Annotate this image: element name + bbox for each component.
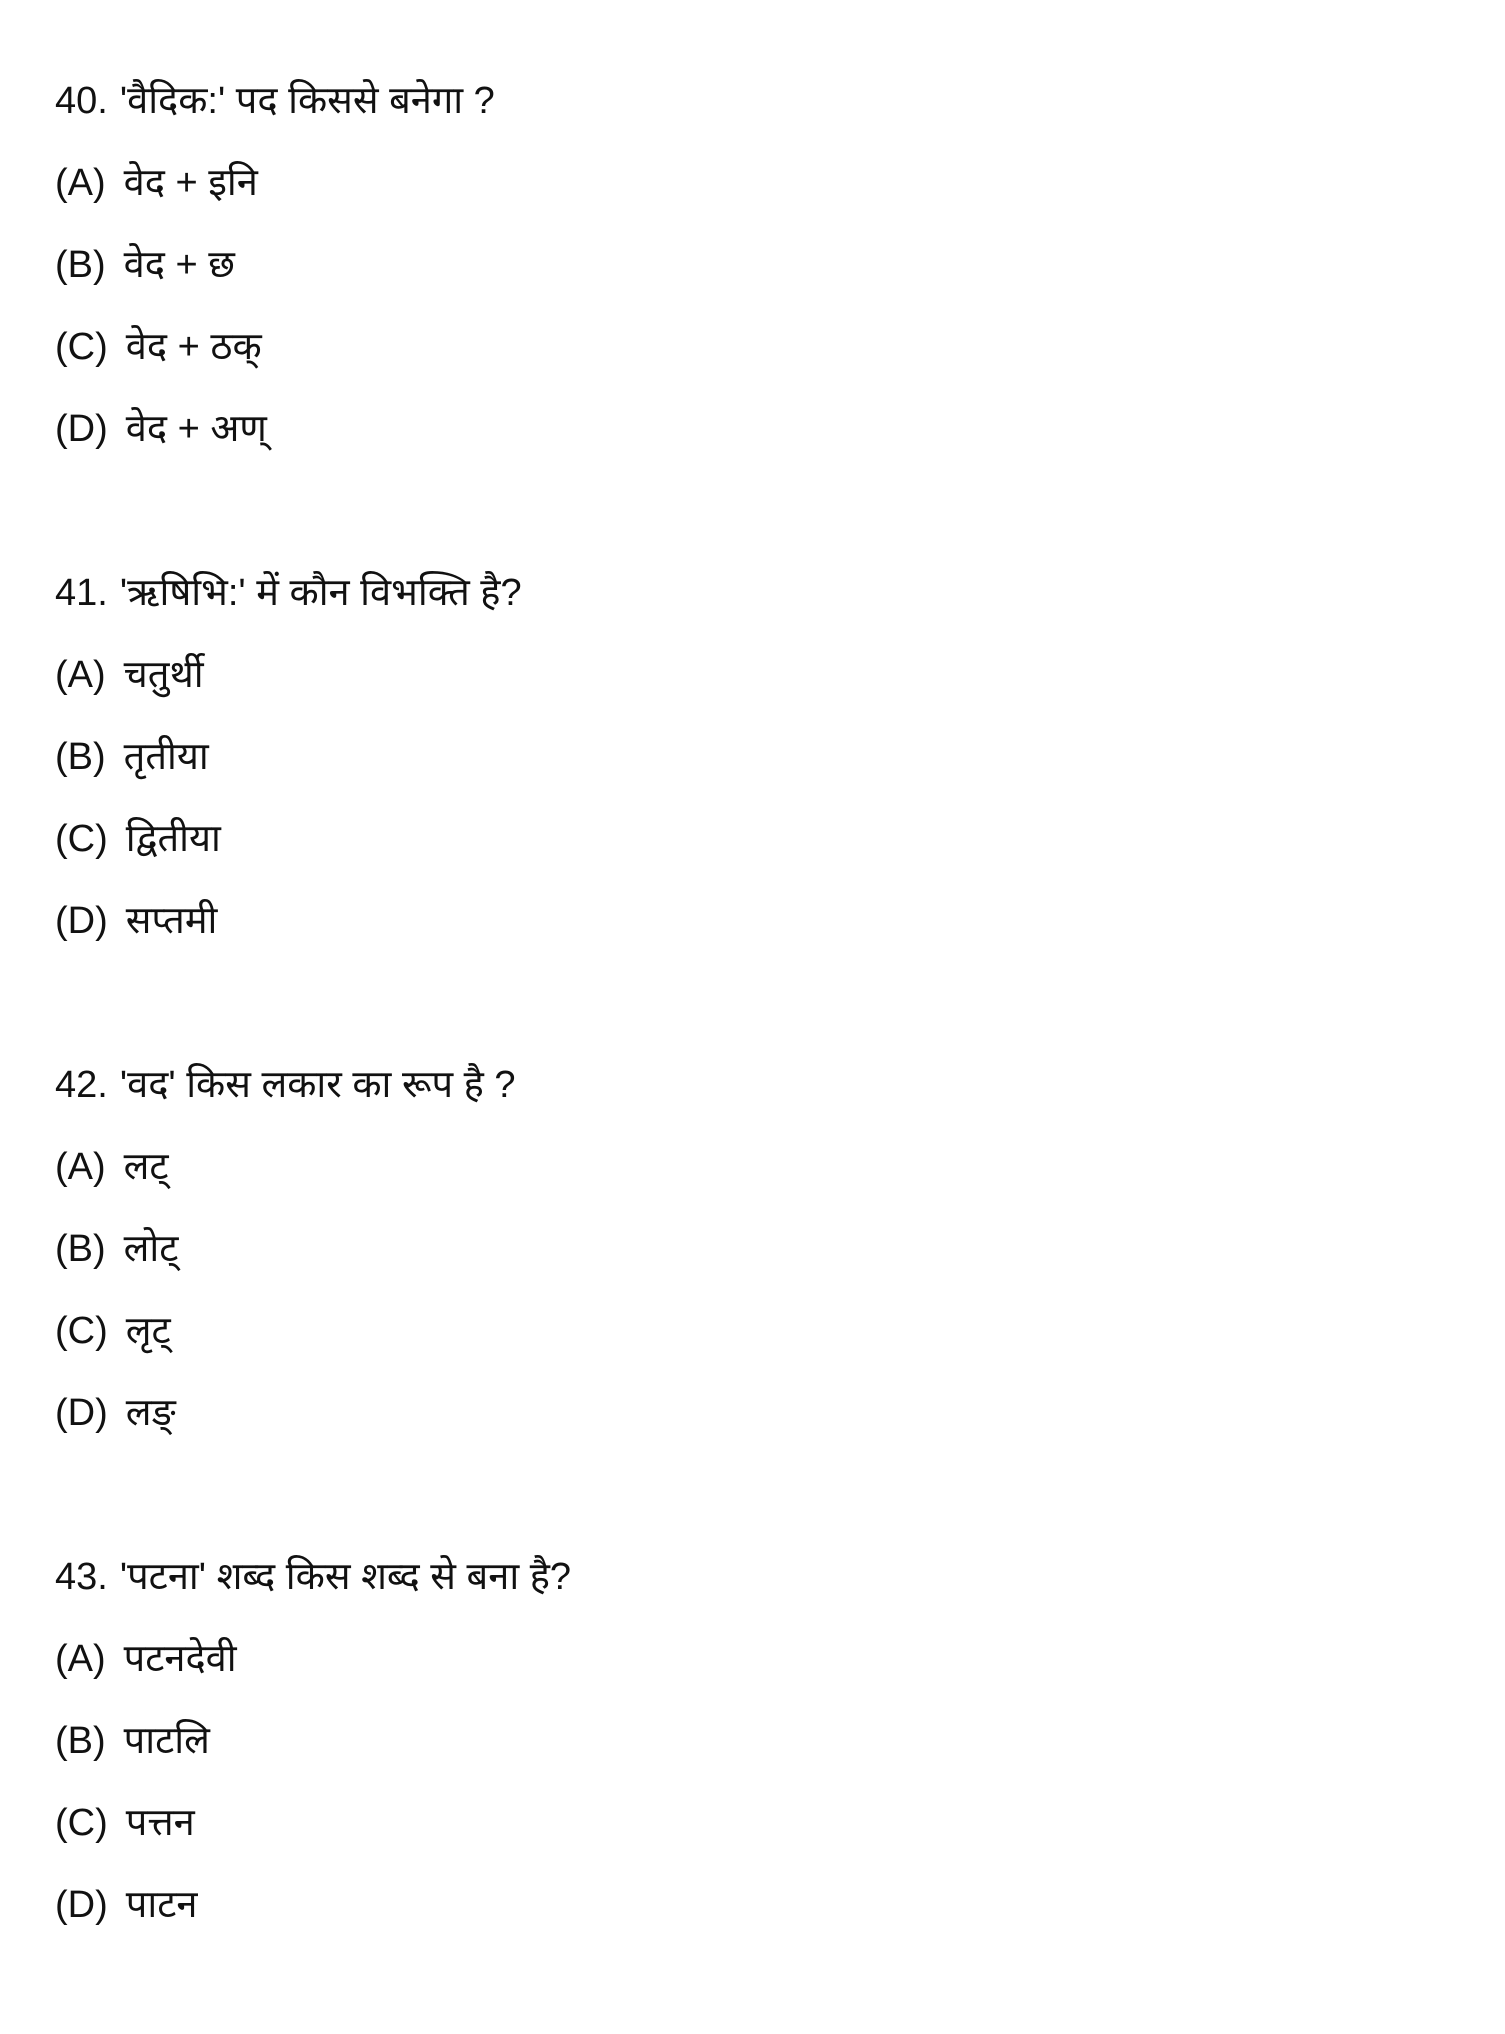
question-number: 43.: [55, 1556, 108, 1598]
option: [55, 1126, 515, 1208]
question-stem: [55, 60, 495, 142]
option-label: (D): [55, 900, 108, 942]
question-block: [55, 60, 495, 470]
question-stem: [55, 552, 522, 634]
option-label: (C): [55, 818, 108, 860]
option-label: (C): [55, 326, 108, 368]
option-text: वेद + इनि: [123, 162, 258, 204]
option: [55, 634, 522, 716]
option-label: (B): [55, 1228, 106, 1270]
option-text: पटनदेवी: [123, 1638, 237, 1680]
question-stem: [55, 1536, 571, 1618]
option-label: (A): [55, 162, 106, 204]
option-label: (B): [55, 244, 106, 286]
option-text: पत्तन: [125, 1802, 195, 1844]
question-block: [55, 552, 522, 962]
question-text: 'ऋषिभि:' में कौन विभक्ति है?: [119, 572, 522, 614]
option-text: वेद + अण्: [125, 408, 267, 450]
option-text: लृट्: [125, 1310, 171, 1352]
option: [55, 880, 522, 962]
option: [55, 224, 495, 306]
option-label: (A): [55, 654, 106, 696]
question-text: 'पटना' शब्द किस शब्द से बना है?: [119, 1556, 572, 1598]
option-text: तृतीया: [123, 736, 209, 778]
option-label: (B): [55, 736, 106, 778]
option-text: वेद + ठक्: [125, 326, 262, 368]
option: [55, 142, 495, 224]
option-label: (C): [55, 1310, 108, 1352]
option: [55, 1782, 571, 1864]
option-label: (D): [55, 1884, 108, 1926]
question-text: 'वैदिक:' पद किससे बनेगा ?: [119, 80, 495, 122]
option-text: लट्: [123, 1146, 169, 1188]
option: [55, 1208, 515, 1290]
option-label: (B): [55, 1720, 106, 1762]
question-number: 41.: [55, 572, 108, 614]
option-label: (D): [55, 408, 108, 450]
option-label: (A): [55, 1638, 106, 1680]
option: [55, 798, 522, 880]
question-stem: [55, 1044, 515, 1126]
option: [55, 1864, 571, 1946]
option: [55, 716, 522, 798]
option-label: (D): [55, 1392, 108, 1434]
option-label: (A): [55, 1146, 106, 1188]
question-block: [55, 1044, 515, 1454]
option-text: वेद + छ: [123, 244, 235, 286]
option-label: (C): [55, 1802, 108, 1844]
option: [55, 1372, 515, 1454]
option-text: सप्तमी: [125, 900, 218, 942]
option-text: द्वितीया: [125, 818, 221, 860]
option-text: पाटन: [125, 1884, 198, 1926]
option: [55, 1618, 571, 1700]
option: [55, 1700, 571, 1782]
question-number: 40.: [55, 80, 108, 122]
question-text: 'वद' किस लकार का रूप है ?: [119, 1064, 516, 1106]
option-text: चतुर्थी: [123, 654, 204, 696]
option-text: पाटलि: [123, 1720, 210, 1762]
question-number: 42.: [55, 1064, 108, 1106]
option: [55, 306, 495, 388]
option-text: लङ्: [125, 1392, 176, 1434]
option: [55, 388, 495, 470]
option: [55, 1290, 515, 1372]
option-text: लोट्: [123, 1228, 179, 1270]
question-block: [55, 1536, 571, 1946]
